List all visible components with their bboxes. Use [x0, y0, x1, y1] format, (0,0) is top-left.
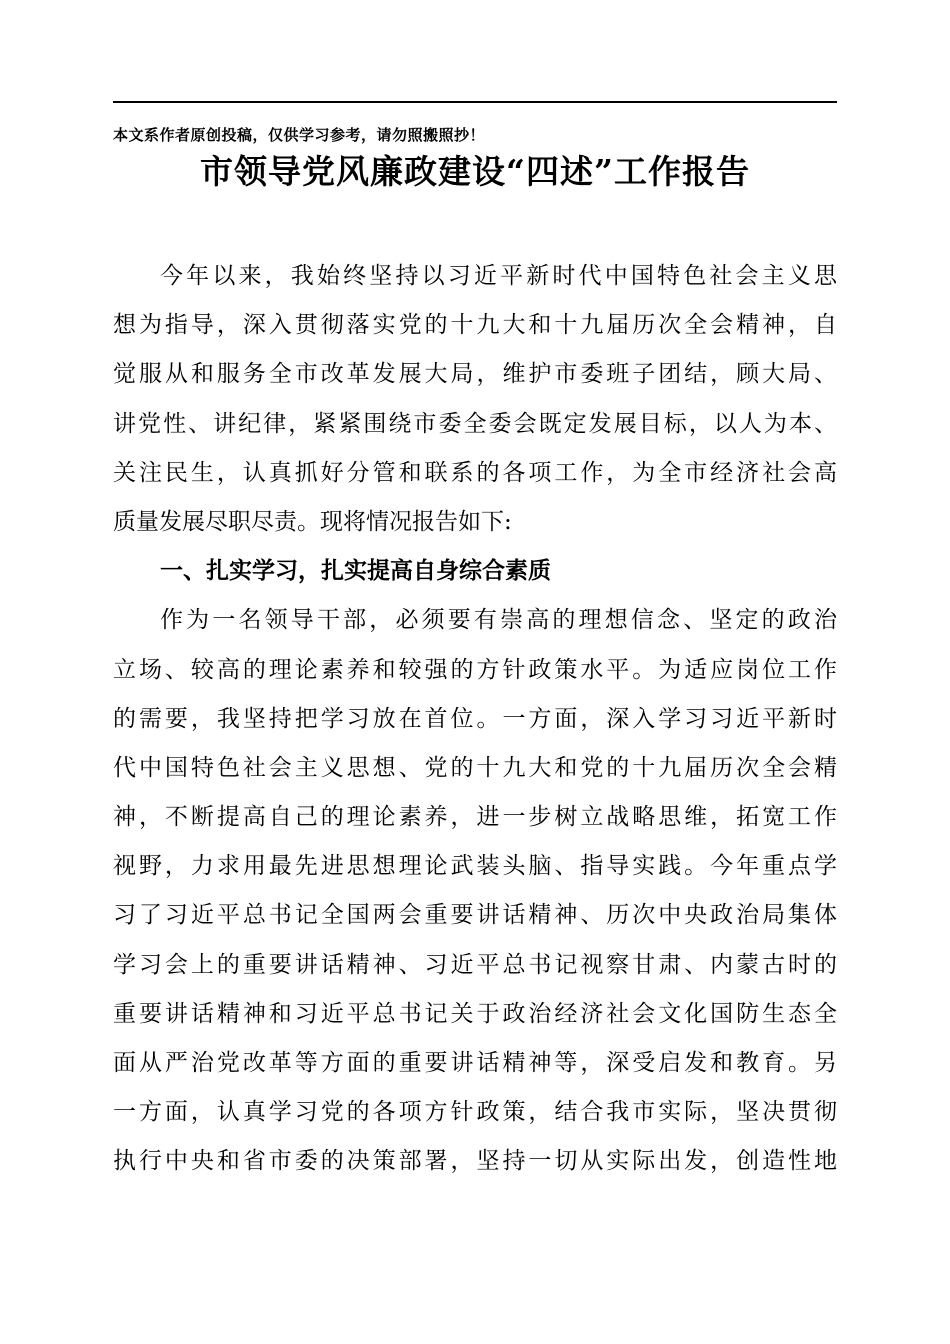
section-heading: 一、扎实学习，扎实提高自身综合素质 — [160, 558, 551, 585]
paragraph-line: 讲党性、讲纪律，紧紧围绕市委全委会既定发展目标，以人为本、 — [113, 410, 837, 437]
paragraph-line: 想为指导，深入贯彻落实党的十九大和十九届历次全会精神，自 — [113, 312, 837, 339]
paragraph-line: 质量发展尽职尽责。现将情况报告如下: — [113, 508, 512, 535]
disclaimer-text: 本文系作者原创投稿，仅供学习参考，请勿照搬照抄！ — [113, 126, 486, 144]
paragraph-line: 视野，力求用最先进思想理论武装头脑、指导实践。今年重点学 — [113, 853, 837, 880]
paragraph-line: 立场、较高的理论素养和较强的方针政策水平。为适应岗位工作 — [113, 656, 837, 683]
paragraph-line: 的需要，我坚持把学习放在首位。一方面，深入学习习近平新时 — [113, 705, 837, 732]
paragraph-line: 学习会上的重要讲话精神、习近平总书记视察甘肃、内蒙古时的 — [113, 951, 837, 978]
paragraph-line: 作为一名领导干部，必须要有崇高的理想信念、坚定的政治 — [160, 607, 837, 634]
document-title: 市领导党风廉政建设“四述”工作报告 — [200, 152, 750, 191]
paragraph-line: 执行中央和省市委的决策部署，坚持一切从实际出发，创造性地 — [113, 1148, 837, 1175]
paragraph-line: 神，不断提高自己的理论素养，进一步树立战略思维，拓宽工作 — [113, 804, 837, 831]
paragraph-line: 面从严治党改革等方面的重要讲话精神等，深受启发和教育。另 — [113, 1050, 837, 1076]
paragraph-line: 觉服从和服务全市改革发展大局，维护市委班子团结，顾大局、 — [113, 361, 837, 388]
paragraph-line: 习了习近平总书记全国两会重要讲话精神、历次中央政治局集体 — [113, 902, 837, 929]
paragraph-line: 一方面，认真学习党的各项方针政策，结合我市实际，坚决贯彻 — [113, 1099, 837, 1126]
paragraph-line: 重要讲话精神和习近平总书记关于政治经济社会文化国防生态全 — [113, 1000, 837, 1027]
header-rule — [113, 101, 837, 103]
paragraph-line: 代中国特色社会主义思想、党的十九大和党的十九届历次全会精 — [113, 754, 837, 781]
document-body — [113, 252, 837, 1187]
paragraph-line: 关注民生，认真抓好分管和联系的各项工作，为全市经济社会高 — [113, 459, 837, 486]
paragraph-line: 今年以来，我始终坚持以习近平新时代中国特色社会主义思 — [160, 263, 837, 289]
